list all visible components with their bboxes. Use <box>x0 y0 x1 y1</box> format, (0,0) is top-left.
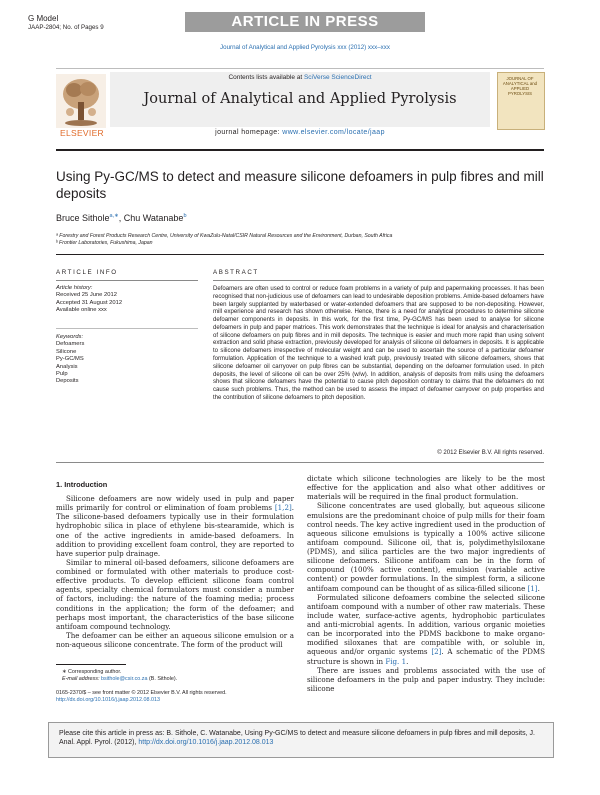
email-label: E-mail address: <box>62 676 101 682</box>
keywords-label: Keywords: <box>56 334 84 340</box>
abstract-rule <box>213 280 544 281</box>
corresponding-author-note: ∗ Corresponding author. <box>62 669 122 675</box>
article-info-mid-rule <box>56 328 198 329</box>
affiliation-divider <box>56 254 544 255</box>
journal-name: Journal of Analytical and Applied Pyrolysis <box>143 91 457 107</box>
keyword: Deposits <box>56 378 79 385</box>
body-column-left <box>56 494 294 649</box>
keyword: Analysis <box>56 363 78 370</box>
abstract-heading: ABSTRACT <box>213 269 259 276</box>
article-info-heading: ARTICLE INFO <box>56 269 118 276</box>
doi-link[interactable]: http://dx.doi.org/10.1016/j.jaap.2012.08.013 <box>56 697 161 703</box>
contents-available-line <box>110 74 490 81</box>
journal-homepage-line <box>110 129 490 136</box>
body-column-right <box>307 474 545 693</box>
homepage-link[interactable]: www.elsevier.com/locate/jaap <box>282 129 385 136</box>
paragraph <box>56 494 294 558</box>
author-list <box>56 213 187 223</box>
abstract-copyright: © 2012 Elsevier B.V. All rights reserved. <box>437 450 544 456</box>
elsevier-tree-icon <box>56 74 106 128</box>
article-info-rule <box>56 280 198 281</box>
abstract-bottom-rule <box>56 462 544 463</box>
author-name[interactable]: , Chu Watanabe <box>118 213 184 223</box>
accepted-date: Accepted 31 August 2012 <box>56 299 123 306</box>
affiliation-b: ᵇ Frontier Laboratories, Fukushima, Japan <box>56 240 153 246</box>
paragraph-text: Silicone defoamers are now widely used in pulp and paper mills primarily for control or elimination of foam problems <box>56 494 294 513</box>
reference-link[interactable]: [1,2] <box>274 503 292 513</box>
paragraph: The defoamer can be either an aqueous silicone emulsion or a non-aqueous silicone concentrate. The form of the product will <box>56 630 294 649</box>
paragraph: There are issues and problems associated with the use of silicone defoamers in the pulp and paper industry. They include: silicone <box>307 665 545 693</box>
email-link[interactable]: bsithole@csir.co.za <box>100 676 148 682</box>
paragraph-text: . <box>537 583 540 593</box>
paragraph-text: . <box>406 656 409 666</box>
article-history <box>56 285 198 314</box>
figure-link[interactable]: Fig. 1 <box>385 656 407 666</box>
paragraph <box>307 501 545 592</box>
affiliation-a: ᵃ Forestry and Forest Products Research Centre, University of KwaZulu-Natal/CSIR Natural Resources and the Environment, Durban, South Africa <box>56 233 393 239</box>
reference-link[interactable]: [1] <box>527 583 538 593</box>
masthead-divider <box>56 149 544 151</box>
citation-text: Please cite this article in press as: B. Sithole, C. Watanabe, Using Py-GC/MS to detect and measure silicone defoamers in pulp fibres and mill deposits, J. Anal. Appl. Pyrol. (2012), <box>59 730 535 746</box>
paragraph: dictate which silicone technologies are likely to be the most effective for the application and also what other additives or materials will be required in the final product formulation. <box>307 474 545 502</box>
paragraph <box>307 593 545 666</box>
author-superscript[interactable]: b <box>183 213 187 219</box>
keyword: Silicone <box>56 348 77 355</box>
paragraph-text: Formulated silicone defoamers combine the selected silicone antifoam compound with a number of other raw materials. These include water, surface-active agents, hydrophobic particulates and anti-microbial agents. In addition, various organic moieties can be incorporated into the PDMS backbone to make organo-modified siloxanes that are compatible with, or soluble in, aqueous and/or organic systems <box>307 592 545 657</box>
keyword: Py-GC/MS <box>56 356 84 363</box>
issn-line: 0165-2370/$ – see front matter © 2012 Elsevier B.V. All rights reserved. <box>56 690 227 696</box>
g-model-label: G Model <box>28 14 59 23</box>
footnote-rule <box>56 664 126 665</box>
abstract-text: Defoamers are often used to control or reduce foam problems in a variety of pulp and papermaking processes. It has been recognised that non-judicious use of defoamers can lead to undesirable deposition problems. Amide-based defoamers have been largely supplanted by waterbased or water-extended defoamers that are supposed to be non-depositing. However, mill experience and research has shown otherwise. Hence, there is a need for analytical procedures to determine silicone defoamer components in deposits. In this work, for the first time, Py-GC/MS has been used to analyse for silicone defoamers in pulp and paper matrices. This work demonstrates that the technique is ideal for analysis and characterisation of silicone defoamers on pulp fibres and in mill deposits. The technique is easier and much more rapid than using solvent extraction and solid phase extraction, previously developed for analysis of silicone oil defoamers in deposits. It is applicable to silicone defoamers irrespective of molecular weight and can be used to ascertain the source of a particular defoamer formulation. Application of the technique to a washed kraft pulp, previously treated with silicone defoamers, shows that silicone defoamer oil carryover on pulp fibres can be substantial, depending on the defoamer formulation used. In pitch deposits, the level of silicone oil can be over 25% (w/w). In addition, analysis of deposits from mills using the defoamers shows that silicone defoamers have the potential to cause pitch deposition contrary to claims that the defoamers do not cause such problems. Thus, the method can be used to assess the impact of defoamer carryover on pulp properties and the contribution of silicone defoamers to pitch deposition. <box>213 286 544 401</box>
paragraph: Similar to mineral oil-based defoamers, silicone defoamers are combined or formulated with other materials to produce cost-effective products. To develop efficient silicone foam control agents, specialty chemical formulators must consider a number of factors, including: the nature of the foaming media; process conditions in the application; the form of the defoamer; and perhaps most important, the characteristics of the base silicone antifoam compound technology. <box>56 557 294 631</box>
paper-title: Using Py-GC/MS to detect and measure silicone defoamers in pulp fibres and mill deposits <box>56 169 544 201</box>
history-label: Article history: <box>56 285 93 291</box>
contents-prefix: Contents lists available at <box>228 74 304 81</box>
citation-box <box>48 722 554 758</box>
homepage-prefix: journal homepage: <box>215 129 283 136</box>
elsevier-wordmark: ELSEVIER <box>60 128 104 138</box>
email-footnote <box>62 676 177 682</box>
cover-title: JOURNAL OF ANALYTICAL and APPLIED PYROLYSIS <box>502 76 538 96</box>
author-name[interactable]: Bruce Sithole <box>56 213 110 223</box>
author-superscript[interactable]: a,∗ <box>109 213 119 219</box>
article-in-press-banner: ARTICLE IN PRESS <box>185 12 425 32</box>
keyword: Pulp <box>56 371 68 378</box>
sciencedirect-link[interactable]: SciVerse ScienceDirect <box>303 74 372 81</box>
journal-citation[interactable]: Journal of Analytical and Applied Pyrolysis xxx (2012) xxx–xxx <box>220 44 390 51</box>
citation-doi-link[interactable]: http://dx.doi.org/10.1016/j.jaap.2012.08.013 <box>138 739 274 746</box>
keyword: Defoamers <box>56 341 85 348</box>
manuscript-ref: JAAP-2804; No. of Pages 9 <box>28 24 104 31</box>
paragraph-text: Silicone concentrates are used globally, but aqueous silicone emulsions are the predominant choice of pulp mills for their foam control needs. The key active ingredient used in the production of aqueous silicone emulsions is typically a 100% active silicone antifoam compound. Silicone oil, that is, polydimethylsiloxane (PDMS), and silica particles are the two major ingredients of silicone defoamers. Silicone antifoam can be in the form of compound (100% active content), emulsion (variable active content) or powder formulations. In the simplest form, a silicone antifoam compound can be thought of as silica-filled silicone <box>307 501 546 593</box>
section-heading-introduction: 1. Introduction <box>56 480 108 489</box>
reference-link[interactable]: [2] <box>431 647 442 657</box>
paragraph-text: . The silicone-based defoamers typically use in their formulation hydrophobic silica in place of ethylene bis-stearamide, which is one of the active ingredients in amide-based defoamers. In addition to providing excellent foam control, they are reported to have superior pulp drainage. <box>56 503 294 558</box>
online-date: Available online xxx <box>56 306 107 313</box>
keywords-block <box>56 334 198 386</box>
received-date: Received 25 June 2012 <box>56 292 117 299</box>
email-suffix: (B. Sithole). <box>147 676 178 682</box>
paragraph-text: . A schematic of the PDMS structure is shown in <box>307 647 545 666</box>
